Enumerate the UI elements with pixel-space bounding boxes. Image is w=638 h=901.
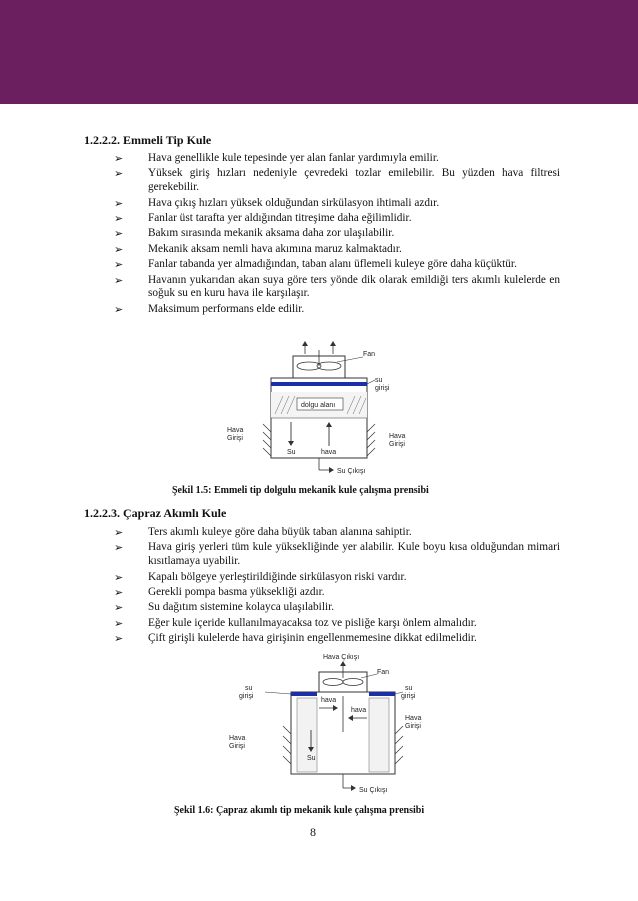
fan-icon	[343, 679, 363, 686]
bullet-list-capraz	[114, 526, 560, 648]
hava-label: hava	[321, 449, 337, 456]
arrow-bullet-icon: ➢	[114, 211, 124, 225]
list-item: ➢ Hava çıkış hızları yüksek olduğundan sirkülasyon ihtimali azdır.	[114, 196, 440, 210]
section-heading-emmeli: 1.2.2.2. Emmeli Tip Kule	[84, 133, 212, 147]
bullet-list-emmeli	[114, 152, 560, 318]
su-girisi-label: girişi	[375, 385, 390, 392]
air-inlet-left	[263, 424, 271, 456]
hava-girisi-left-label: Hava	[229, 735, 246, 742]
dolgu-label: dolgu alanı	[301, 402, 336, 409]
su-girisi-right-label: girişi	[401, 693, 416, 700]
arrow-bullet-icon: ➢	[114, 526, 124, 539]
su-girisi-label: su	[375, 377, 383, 384]
section-heading-capraz: 1.2.2.3. Çapraz Akımlı Kule	[84, 506, 227, 520]
hava-cikisi-label: Hava Çıkışı	[323, 654, 360, 661]
hava-girisi-right-label: Girişi	[405, 723, 421, 730]
list-item: ➢ Kapalı bölgeye yerleştirildiğinde sirkülasyon riski vardır.	[114, 570, 407, 584]
hava-girisi-right-label: Girişi	[389, 441, 405, 448]
list-item: ➢ Mekanik aksam nemli hava akımına maruz kalmaktadır.	[114, 242, 402, 256]
list-item: ➢ Hava giriş yerleri tüm kule yüksekliğinde yer alabilir. Kule boyu kısa olduğundan mimari kısıtlamaya uyabilir.	[114, 541, 560, 568]
arrow-bullet-icon: ➢	[114, 196, 124, 210]
list-item: ➢ Yüksek giriş hızları nedeniyle çevredeki tozlar emilebilir. Bu yüzden hava filtresi gerekebilir.	[114, 167, 560, 194]
water-distribution-bar	[271, 382, 367, 386]
arrow-bullet-icon: ➢	[114, 302, 124, 316]
arrow-bullet-icon: ➢	[114, 570, 124, 584]
hava-girisi-left-label: Hava	[227, 427, 244, 434]
su-label: Su	[287, 449, 296, 456]
hava-girisi-right-label: Hava	[405, 715, 422, 722]
list-item: ➢ Eğer kule içeride kullanılmayacaksa toz ve pisliğe karşı önlem almalıdır.	[114, 616, 477, 630]
figure-caption-1-6: Şekil 1.6: Çapraz akımlı tip mekanik kule çalışma prensibi	[174, 805, 425, 816]
figure-capraz-tower	[225, 650, 425, 800]
arrow-bullet-icon: ➢	[114, 585, 124, 599]
list-item: ➢ Hava genellikle kule tepesinde yer alan fanlar yardımıyla emilir.	[114, 152, 439, 165]
su-girisi-right-label: su	[405, 685, 413, 692]
list-item: ➢ Su dağıtım sistemine kolayca ulaşılabilir.	[114, 601, 335, 615]
water-distribution-left	[291, 692, 317, 696]
arrow-bullet-icon: ➢	[114, 273, 124, 287]
list-item: ➢ Bakım sırasında mekanik aksama daha zor ulaşılabilir.	[114, 227, 395, 241]
figure-emmeli-tower	[225, 340, 425, 478]
list-item: ➢ Gerekli pompa basma yüksekliği azdır.	[114, 585, 325, 599]
fan-label: Fan	[377, 669, 390, 676]
list-item: ➢ Havanın yukarıdan akan suya göre ters yönde dik olarak emildiği ters akımlı kulelerde en soğuk su en kuru hava ile karşılaşır.	[114, 273, 560, 300]
hava-label: hava	[321, 697, 337, 704]
air-inlet-left	[283, 726, 291, 764]
hava-girisi-right-label: Hava	[389, 433, 406, 440]
list-item: ➢ Çift girişli kulelerde hava girişinin engellenmemesine dikkat edilmelidir.	[114, 632, 477, 646]
fan-label: Fan	[363, 351, 376, 358]
arrow-bullet-icon: ➢	[114, 541, 124, 555]
page-number: 8	[310, 825, 316, 839]
arrow-bullet-icon: ➢	[114, 152, 124, 165]
list-item: ➢ Fanlar tabanda yer almadığından, taban alanı üflemeli kuleye göre daha küçüktür.	[114, 258, 517, 272]
su-girisi-left-label: su	[245, 685, 253, 692]
arrow-bullet-icon: ➢	[114, 258, 124, 272]
hava-girisi-left-label: Girişi	[227, 435, 243, 442]
hava-label: hava	[351, 707, 367, 714]
arrow-bullet-icon: ➢	[114, 227, 124, 241]
arrow-bullet-icon: ➢	[114, 632, 124, 646]
list-item: ➢ Fanlar üst tarafta yer aldığından titreşime daha eğilimlidir.	[114, 211, 412, 225]
arrow-bullet-icon: ➢	[114, 616, 124, 630]
list-item: ➢ Maksimum performans elde edilir.	[114, 302, 305, 316]
air-inlet-right	[367, 424, 375, 456]
fill-column-right	[369, 698, 389, 772]
su-girisi-left-label: girişi	[239, 693, 254, 700]
air-inlet-right	[395, 726, 403, 764]
figure-caption-1-5: Şekil 1.5: Emmeli tip dolgulu mekanik kule çalışma prensibi	[172, 485, 429, 496]
arrow-bullet-icon: ➢	[114, 242, 124, 256]
arrow-bullet-icon: ➢	[114, 167, 124, 181]
su-cikisi-label: Su Çıkışı	[359, 787, 388, 794]
hava-girisi-left-label: Girişi	[229, 743, 245, 750]
arrow-bullet-icon: ➢	[114, 601, 124, 615]
emmeli-tower-diagram	[225, 340, 425, 478]
su-cikisi-label: Su Çıkışı	[337, 468, 366, 475]
fan-icon	[323, 679, 343, 686]
su-label: Su	[307, 755, 316, 762]
capraz-tower-diagram	[225, 650, 425, 800]
water-distribution-right	[369, 692, 395, 696]
list-item: ➢ Ters akımlı kuleye göre daha büyük taban alanına sahiptir.	[114, 526, 412, 539]
